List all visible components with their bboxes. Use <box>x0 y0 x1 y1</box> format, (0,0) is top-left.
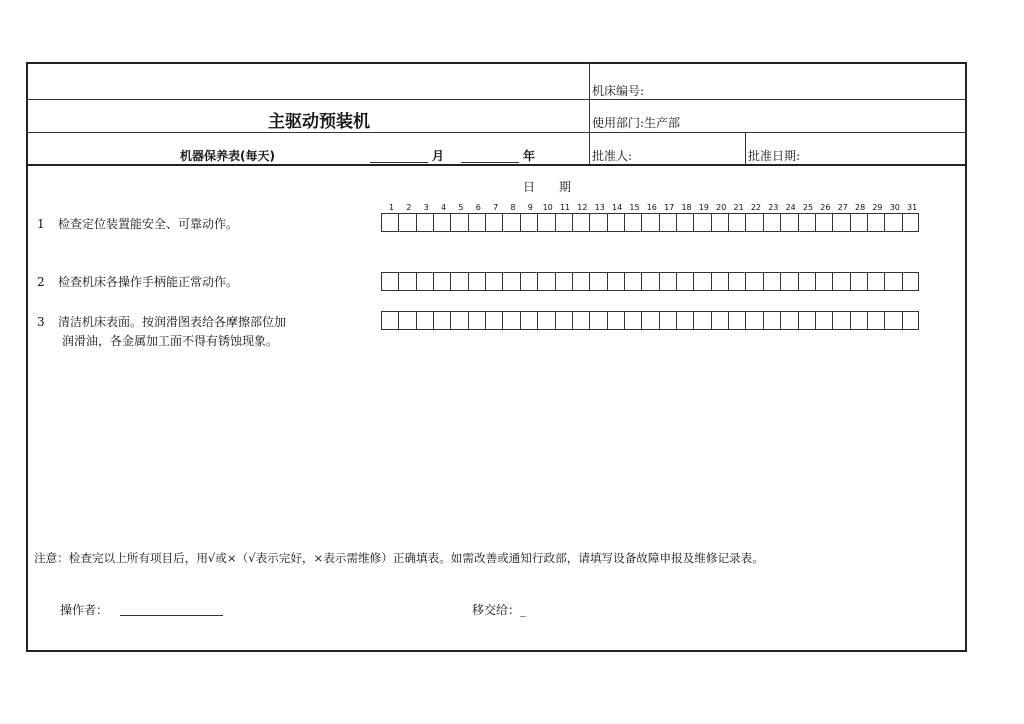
day-check-cell[interactable] <box>572 273 573 290</box>
day-check-cell[interactable] <box>589 214 590 231</box>
month-blank[interactable] <box>370 162 428 163</box>
day-check-cell[interactable] <box>659 312 660 329</box>
day-check-cell[interactable] <box>641 312 642 329</box>
header-column-divider <box>589 62 590 165</box>
day-check-cell[interactable] <box>398 273 399 290</box>
day-number: 12 <box>577 203 588 212</box>
form-name: 机器保养表(每天) <box>180 149 275 163</box>
day-number: 28 <box>854 203 866 212</box>
day-number: 31 <box>907 203 918 212</box>
day-check-cell[interactable] <box>416 273 417 290</box>
check-item-text: 清洁机床表面。按润滑图表给各摩擦部位加 <box>58 315 287 329</box>
day-check-cell[interactable] <box>450 312 451 329</box>
day-check-cell[interactable] <box>502 214 503 231</box>
daily-check-boxes[interactable] <box>381 213 919 232</box>
day-check-cell[interactable] <box>867 312 868 329</box>
day-check-cell[interactable] <box>711 273 712 290</box>
day-check-cell[interactable] <box>902 214 903 231</box>
day-check-cell[interactable] <box>884 273 885 290</box>
day-check-cell[interactable] <box>832 312 833 329</box>
day-check-cell[interactable] <box>884 312 885 329</box>
day-check-cell[interactable] <box>537 273 538 290</box>
day-check-cell[interactable] <box>555 214 556 231</box>
year-blank[interactable] <box>461 162 519 163</box>
day-check-cell[interactable] <box>745 312 746 329</box>
day-check-cell[interactable] <box>537 312 538 329</box>
day-number: 1 <box>388 203 395 212</box>
check-item-text: 检查机床各操作手柄能正常动作。 <box>58 275 239 289</box>
day-check-cell[interactable] <box>711 214 712 231</box>
day-check-cell[interactable] <box>902 273 903 290</box>
day-check-cell[interactable] <box>607 214 608 231</box>
day-check-cell[interactable] <box>398 312 399 329</box>
day-check-cell[interactable] <box>468 273 469 290</box>
day-number: 13 <box>594 203 605 212</box>
day-number: 30 <box>889 203 900 212</box>
day-number: 27 <box>837 203 848 212</box>
header-divider <box>26 99 967 100</box>
month-label: 月 <box>432 149 445 163</box>
day-number: 4 <box>441 203 447 212</box>
day-check-cell[interactable] <box>589 312 590 329</box>
date-heading: 日 期 <box>523 180 572 194</box>
day-check-cell[interactable] <box>520 214 521 231</box>
day-check-cell[interactable] <box>815 312 816 329</box>
page-title: 主驱动预装机 <box>268 112 370 132</box>
day-check-cell[interactable] <box>520 273 521 290</box>
header-divider <box>26 164 967 166</box>
day-check-cell[interactable] <box>728 273 729 290</box>
day-number: 11 <box>559 203 571 212</box>
day-check-cell[interactable] <box>798 312 799 329</box>
day-check-cell[interactable] <box>763 273 764 290</box>
day-check-cell[interactable] <box>780 273 781 290</box>
day-check-cell[interactable] <box>763 214 764 231</box>
day-check-cell[interactable] <box>555 273 556 290</box>
day-check-cell[interactable] <box>867 214 868 231</box>
operator-label: 操作者： <box>60 603 109 617</box>
day-check-cell[interactable] <box>485 214 486 231</box>
item-number: 3 <box>37 315 45 329</box>
day-check-cell[interactable] <box>693 312 694 329</box>
day-check-cell[interactable] <box>676 214 677 231</box>
day-number: 16 <box>646 203 657 212</box>
day-check-cell[interactable] <box>815 273 816 290</box>
day-number: 3 <box>423 203 429 212</box>
day-check-cell[interactable] <box>572 312 573 329</box>
day-number-row <box>381 203 919 213</box>
day-check-cell[interactable] <box>711 312 712 329</box>
day-check-cell[interactable] <box>416 312 417 329</box>
day-number: 15 <box>629 203 640 212</box>
day-check-cell[interactable] <box>502 312 503 329</box>
day-check-cell[interactable] <box>867 273 868 290</box>
handover-label: 移交给：_ <box>472 603 527 617</box>
day-check-cell[interactable] <box>450 273 451 290</box>
day-check-cell[interactable] <box>884 214 885 231</box>
day-number: 26 <box>820 203 831 212</box>
day-check-cell[interactable] <box>433 273 434 290</box>
check-item-text: 润滑油，各金属加工面不得有锈蚀现象。 <box>62 334 279 348</box>
day-check-cell[interactable] <box>693 273 694 290</box>
day-check-cell[interactable] <box>416 214 417 231</box>
day-check-cell[interactable] <box>624 273 625 290</box>
daily-check-boxes[interactable] <box>381 272 919 291</box>
day-check-cell[interactable] <box>798 273 799 290</box>
day-check-cell[interactable] <box>485 312 486 329</box>
day-check-cell[interactable] <box>659 273 660 290</box>
day-check-cell[interactable] <box>555 312 556 329</box>
item-number: 2 <box>37 275 45 289</box>
day-check-cell[interactable] <box>468 312 469 329</box>
department-label: 使用部门:生产部 <box>592 116 681 130</box>
day-check-cell[interactable] <box>502 273 503 290</box>
day-check-cell[interactable] <box>832 214 833 231</box>
day-number: 7 <box>493 203 499 212</box>
day-check-cell[interactable] <box>745 273 746 290</box>
day-check-cell[interactable] <box>780 312 781 329</box>
day-check-cell[interactable] <box>468 214 469 231</box>
header-divider <box>26 132 967 133</box>
day-number: 17 <box>664 203 675 212</box>
day-check-cell[interactable] <box>641 214 642 231</box>
day-check-cell[interactable] <box>589 273 590 290</box>
day-number: 25 <box>802 203 814 212</box>
day-check-cell[interactable] <box>485 273 486 290</box>
day-check-cell[interactable] <box>450 214 451 231</box>
day-check-cell[interactable] <box>902 312 903 329</box>
day-number: 8 <box>510 203 516 212</box>
day-check-cell[interactable] <box>676 312 677 329</box>
day-number: 20 <box>716 203 727 212</box>
header-column-divider <box>745 132 746 165</box>
day-check-cell[interactable] <box>676 273 677 290</box>
operator-blank[interactable] <box>120 615 223 616</box>
day-check-cell[interactable] <box>745 214 746 231</box>
day-check-cell[interactable] <box>624 312 625 329</box>
day-check-cell[interactable] <box>728 312 729 329</box>
day-check-cell[interactable] <box>641 273 642 290</box>
check-item-text: 检查定位装置能安全、可靠动作。 <box>58 217 239 231</box>
day-check-cell[interactable] <box>572 214 573 231</box>
day-check-cell[interactable] <box>763 312 764 329</box>
day-check-cell[interactable] <box>850 214 851 231</box>
machine-number-label: 机床编号: <box>592 84 645 98</box>
daily-check-boxes[interactable] <box>381 311 919 330</box>
day-number: 6 <box>475 203 481 212</box>
day-check-cell[interactable] <box>693 214 694 231</box>
day-check-cell[interactable] <box>728 214 729 231</box>
day-check-cell[interactable] <box>433 214 434 231</box>
day-number: 18 <box>681 203 692 212</box>
year-label: 年 <box>523 149 536 163</box>
day-number: 19 <box>698 203 709 212</box>
day-check-cell[interactable] <box>624 214 625 231</box>
day-check-cell[interactable] <box>832 273 833 290</box>
day-number: 10 <box>542 203 553 212</box>
item-number: 1 <box>37 217 45 231</box>
day-check-cell[interactable] <box>607 273 608 290</box>
day-number: 9 <box>527 203 533 212</box>
instruction-note: 注意：检查完以上所有项目后，用√或×（√表示完好，×表示需维修）正确填表。如需改善或通知行政部，请填写设备故障申报及维修记录表。 <box>34 551 764 565</box>
day-check-cell[interactable] <box>850 273 851 290</box>
approve-date-label: 批准日期: <box>748 149 801 163</box>
day-number: 5 <box>458 203 464 212</box>
day-check-cell[interactable] <box>850 312 851 329</box>
day-number: 24 <box>785 203 796 212</box>
day-check-cell[interactable] <box>659 214 660 231</box>
day-check-cell[interactable] <box>398 214 399 231</box>
day-check-cell[interactable] <box>537 214 538 231</box>
day-check-cell[interactable] <box>798 214 799 231</box>
day-number: 22 <box>750 203 762 212</box>
day-check-cell[interactable] <box>815 214 816 231</box>
day-number: 21 <box>733 203 744 212</box>
approver-label: 批准人: <box>592 149 633 163</box>
day-check-cell[interactable] <box>780 214 781 231</box>
day-check-cell[interactable] <box>607 312 608 329</box>
day-number: 2 <box>406 203 412 212</box>
day-number: 14 <box>612 203 623 212</box>
day-number: 23 <box>768 203 779 212</box>
day-number: 29 <box>872 203 883 212</box>
day-check-cell[interactable] <box>433 312 434 329</box>
day-check-cell[interactable] <box>520 312 521 329</box>
